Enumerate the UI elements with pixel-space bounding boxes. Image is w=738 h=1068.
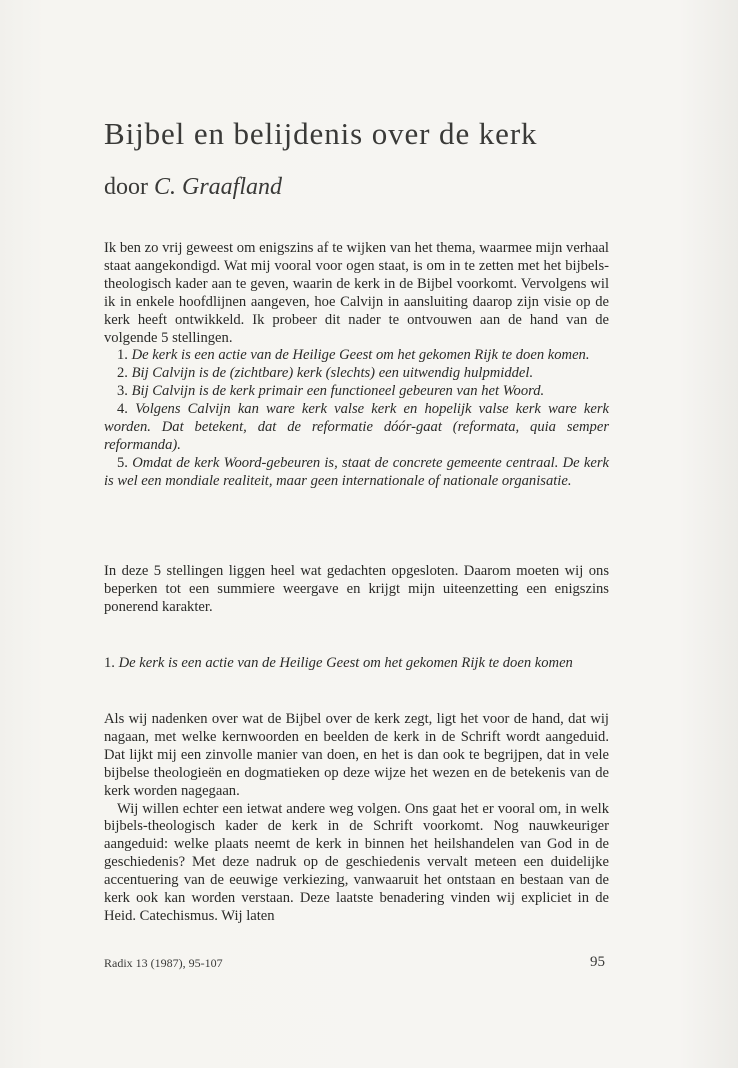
section-heading-number: 1. [104, 655, 115, 671]
thesis-5: 5. Omdat de kerk Woord-gebeuren is, staat de concrete gemeente centraal. De kerk is wel een mondiale realiteit, maar geen internationale of nationale organisatie. [104, 454, 610, 489]
intro-paragraph: Ik ben zo vrij geweest om enigszins af te wijken van het thema, waarmee mijn verhaal staat aangekondigd. Wat mij vooral voor ogen staat, is om in te zetten met het bijbels-theologisch kader aan te geven, waarin de kerk in de Bijbel voorkomt. Vervolgens wil ik in enkele hoofdlijnen aangeven, hoe Calvijn in aansluiting daarop zijn visie op de kerk heeft ontwikkeld. Ik probeer dit nader te ontvouwen aan de hand van de volgende 5 stellingen. [104, 240, 609, 346]
section-heading [104, 655, 609, 673]
author-prefix: door [104, 174, 148, 200]
article-title: Bijbel en belijdenis over de kerk [104, 116, 538, 151]
summary-block [104, 563, 609, 617]
thesis-1: 1. De kerk is een actie van de Heilige Geest om het gekomen Rijk te doen komen. [117, 347, 590, 364]
section-paragraph-1: Als wij nadenken over wat de Bijbel over de kerk zegt, ligt het voor de hand, dat wij nagaan, met welke kernwoorden en beelden de kerk in de Schrift wordt aangeduid. Dat lijkt mij een zinvolle manier van doen, en het is dan ook te begrijpen, dat in vele bijbelse theologieën en dogmatieken op deze wijze het wezen en de betekenis van de kerk worden nagegaan. [104, 711, 609, 799]
author-name: C. Graafland [154, 174, 283, 200]
section-heading-text: De kerk is een actie van de Heilige Geest om het gekomen Rijk te doen komen [118, 655, 573, 671]
intro-block [104, 240, 609, 491]
thesis-3: 3. Bij Calvijn is de kerk primair een functioneel gebeuren van het Woord. [117, 383, 545, 400]
summary-paragraph: In deze 5 stellingen liggen heel wat gedachten opgesloten. Daarom moeten wij ons beperken tot een summiere weergave en krijgt mijn uiteenzetting een enigszins ponerend karakter. [104, 563, 609, 615]
citation: Radix 13 (1987), 95-107 [104, 956, 223, 970]
author-line [104, 174, 282, 201]
section-paragraph-2: Wij willen echter een ietwat andere weg volgen. Ons gaat het er vooral om, in welk bijbels-theologisch kader de kerk in de Schrift voorkomt. Nog nauwkeuriger aangeduid: welke plaats neemt de kerk in binnen het heilshandelen van God in de geschiedenis? Met deze nadruk op de geschiedenis vervalt meteen een duidelijke accentuering van de eeuwige verkiezing, vanwaaruit het ontstaan en bestaan van de kerk ook kan worden verstaan. Deze laatste benadering vinden wij expliciet in de Heid. Catechismus. Wij laten [104, 800, 609, 924]
section-body [104, 711, 609, 926]
thesis-2: 2. Bij Calvijn is de (zichtbare) kerk (slechts) een uitwendig hulpmiddel. [117, 365, 534, 382]
thesis-4: 4. Volgens Calvijn kan ware kerk valse kerk en hopelijk valse kerk ware kerk worden. Dat betekent, dat de reformatie dóór-gaat (reformata, quia semper reformanda). [104, 401, 609, 453]
page-number: 95 [590, 954, 605, 970]
